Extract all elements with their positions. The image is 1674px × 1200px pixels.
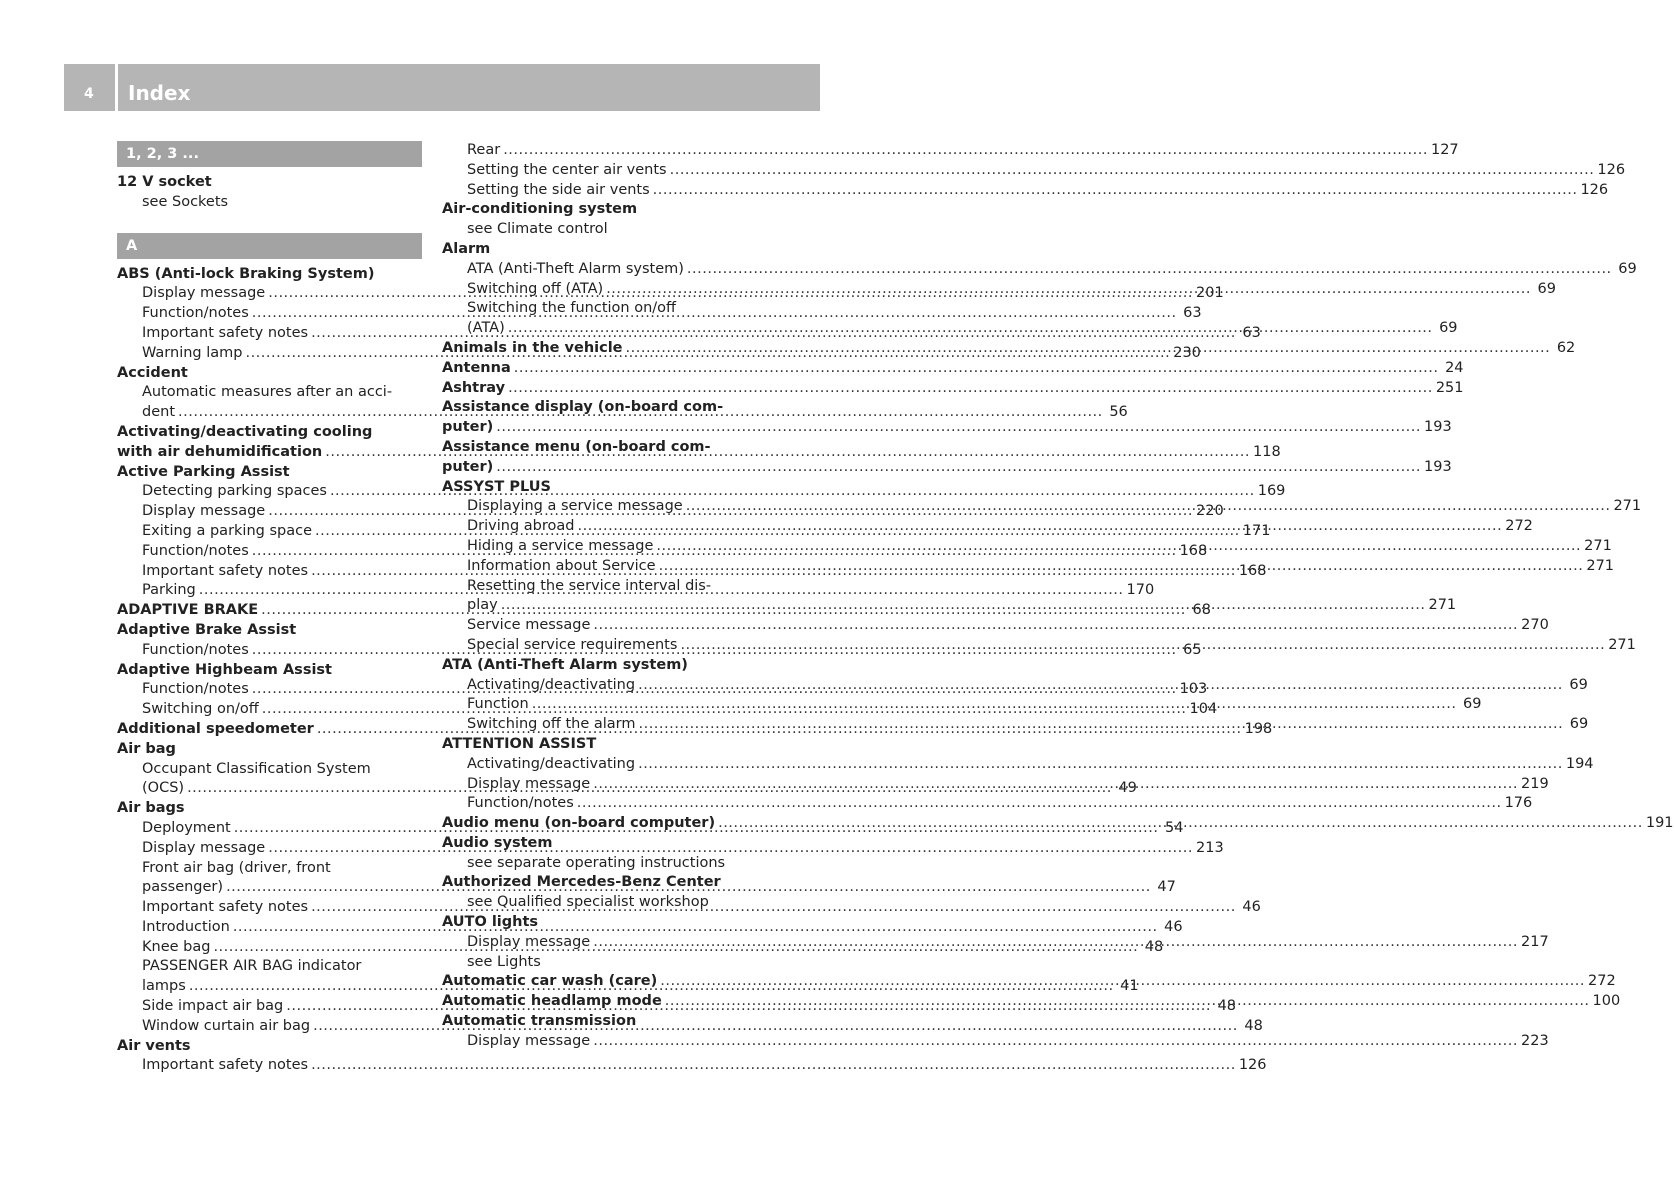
entry-text: Important safety notes xyxy=(142,562,309,579)
index-entry xyxy=(117,265,422,285)
entry-text: Automatic headlamp mode xyxy=(442,993,662,1010)
index-entry xyxy=(117,661,422,681)
entry-text: Function/notes xyxy=(142,681,249,698)
index-subentry xyxy=(442,141,1459,161)
entry-text: Air vents xyxy=(117,1037,191,1054)
leader-dots xyxy=(593,1032,1518,1052)
leader-dots xyxy=(496,458,1421,478)
entry-text: (ATA) xyxy=(467,320,505,337)
page-reference: 191 xyxy=(1645,815,1674,832)
page-reference: 69 xyxy=(1569,716,1589,733)
index-subentry xyxy=(117,193,422,213)
entry-text: Resetting the service interval dis- xyxy=(467,577,712,594)
entry-text: Adaptive Highbeam Assist xyxy=(117,661,332,678)
entry-text: Function/notes xyxy=(142,641,249,658)
entry-text: Adaptive Brake Assist xyxy=(117,621,297,638)
page-reference: 217 xyxy=(1521,933,1549,950)
entry-text: ASSYST PLUS xyxy=(442,478,551,495)
entry-text: Function xyxy=(467,696,529,713)
entry-text: Hiding a service message xyxy=(467,537,654,554)
leader-dots xyxy=(686,497,1611,517)
leader-dots xyxy=(496,418,1421,438)
leader-dots xyxy=(508,379,1433,399)
index-subentry xyxy=(442,616,1549,636)
page-reference: 104 xyxy=(1189,701,1218,718)
index-entry xyxy=(117,173,422,193)
index-subentry xyxy=(442,220,747,240)
entry-text: see Lights xyxy=(467,953,541,970)
index-subentry xyxy=(442,260,1637,280)
entry-text: Switching off (ATA) xyxy=(467,280,604,297)
leader-dots xyxy=(718,814,1643,834)
entry-text: Service message xyxy=(467,617,591,634)
index-entry xyxy=(117,1037,422,1057)
page-reference: 271 xyxy=(1428,597,1457,614)
index-subentry xyxy=(442,893,747,913)
page-reference: 65 xyxy=(1183,641,1202,658)
page-reference: 168 xyxy=(1179,542,1208,559)
leader-dots xyxy=(532,695,1457,715)
page-reference: 271 xyxy=(1613,498,1642,515)
index-entry xyxy=(117,364,422,384)
page-reference: 193 xyxy=(1424,419,1452,436)
entry-text: Side impact air bag xyxy=(142,998,284,1015)
section-heading: A xyxy=(117,233,422,259)
page-reference: 47 xyxy=(1157,879,1176,896)
page-reference: 100 xyxy=(1592,993,1621,1010)
leader-dots xyxy=(659,557,1584,577)
leader-dots xyxy=(514,359,1439,379)
entry-text: Automatic measures after an acci- xyxy=(142,384,393,401)
page-reference: 54 xyxy=(1165,819,1184,836)
leader-dots xyxy=(593,933,1518,953)
index-entry xyxy=(442,1012,747,1032)
leader-dots xyxy=(656,537,1581,557)
entry-text: Occupant Classification System xyxy=(142,760,371,777)
index-entry xyxy=(117,621,422,641)
entry-text: 12 V socket xyxy=(117,174,212,190)
page-reference: 126 xyxy=(1597,161,1626,178)
leader-dots xyxy=(680,636,1605,656)
index-entry xyxy=(442,735,747,755)
entry-text: Assistance menu (on-board com- xyxy=(442,438,711,455)
page-reference: 69 xyxy=(1537,280,1556,297)
page-reference: 168 xyxy=(1238,562,1267,579)
entry-text: Display message xyxy=(467,933,591,950)
leader-dots xyxy=(638,755,1563,775)
index-entry xyxy=(117,799,422,819)
section-heading: 1, 2, 3 ... xyxy=(117,141,422,167)
entry-text: Special service requirements xyxy=(467,636,678,653)
index-subentry xyxy=(442,299,747,319)
entry-text: PASSENGER AIR BAG indicator xyxy=(142,958,362,975)
index-subentry xyxy=(442,953,747,973)
page-reference: 118 xyxy=(1253,443,1281,460)
page-reference: 48 xyxy=(1217,998,1237,1015)
entry-text: (OCS) xyxy=(142,780,185,797)
entry-text: Setting the center air vents xyxy=(467,161,667,178)
page-reference: 48 xyxy=(1144,938,1164,955)
index-subentry xyxy=(442,794,1533,814)
index-subentry xyxy=(117,383,422,403)
entry-text: dent xyxy=(142,404,176,421)
entry-text: Antenna xyxy=(442,359,511,376)
page-reference: 56 xyxy=(1109,404,1128,421)
entry-text: ABS (Anti-lock Braking System) xyxy=(117,265,375,282)
entry-text: Activating/deactivating xyxy=(467,676,636,693)
leader-dots xyxy=(626,339,1551,359)
page-reference: 169 xyxy=(1257,483,1286,500)
leader-dots xyxy=(670,161,1595,181)
page-reference: 220 xyxy=(1196,503,1224,520)
entry-text: Deployment xyxy=(142,819,231,836)
entry-text: Setting the side air vents xyxy=(467,181,650,198)
leader-dots xyxy=(593,616,1518,636)
index-entry xyxy=(117,463,422,483)
header-divider xyxy=(115,64,118,111)
leader-dots xyxy=(501,596,1426,616)
entry-text: Window curtain air bag xyxy=(142,1017,311,1034)
entry-text: play xyxy=(467,597,498,614)
entry-text: ATA (Anti-Theft Alarm system) xyxy=(467,260,684,277)
page-reference: 271 xyxy=(1608,636,1636,653)
entry-text: with air dehumidification xyxy=(117,443,323,460)
index-subentry xyxy=(442,755,1594,775)
page-reference: 193 xyxy=(1424,458,1452,475)
index-subentry xyxy=(442,161,1626,181)
entry-text: Audio menu (on-board computer) xyxy=(442,815,716,832)
page-reference: 46 xyxy=(1242,899,1261,916)
page-reference: 69 xyxy=(1463,696,1482,713)
page-reference: 24 xyxy=(1445,359,1464,376)
leader-dots xyxy=(503,141,1428,161)
index-subentry xyxy=(442,854,747,874)
leader-dots xyxy=(577,517,1502,537)
entry-text: ATTENTION ASSIST xyxy=(442,735,597,752)
entry-text: puter) xyxy=(442,458,494,475)
index-entry xyxy=(442,873,747,893)
entry-text: Additional speedometer xyxy=(117,720,314,737)
page-reference: 48 xyxy=(1244,1017,1263,1034)
entry-text: Authorized Mercedes-Benz Center xyxy=(442,874,721,891)
page-reference: 251 xyxy=(1435,379,1464,396)
index-entry xyxy=(442,418,1452,438)
page-reference: 272 xyxy=(1505,518,1533,535)
entry-text: Introduction xyxy=(142,918,230,935)
index-entry xyxy=(117,423,422,443)
entry-text: Function/notes xyxy=(142,542,249,559)
index-subentry xyxy=(442,577,747,597)
index-subentry xyxy=(117,1056,1267,1076)
page-reference: 69 xyxy=(1439,320,1458,337)
entry-text: Automatic transmission xyxy=(442,1013,637,1030)
index-subentry xyxy=(442,181,1609,201)
index-subentry xyxy=(117,957,422,977)
leader-dots xyxy=(660,972,1585,992)
entry-text: Air bag xyxy=(117,740,176,757)
entry-text: Active Parking Assist xyxy=(117,463,290,480)
entry-text: ATA (Anti-Theft Alarm system) xyxy=(442,656,688,673)
entry-text: Important safety notes xyxy=(142,899,309,916)
entry-text: Accident xyxy=(117,364,188,381)
entry-text: AUTO lights xyxy=(442,914,539,931)
page-reference: 126 xyxy=(1238,1057,1267,1074)
entry-text: Activating/deactivating cooling xyxy=(117,423,373,440)
page-reference: 201 xyxy=(1196,285,1224,302)
index-entry xyxy=(442,834,747,854)
page-reference: 270 xyxy=(1521,617,1549,634)
leader-dots xyxy=(606,280,1531,300)
entry-text: Switching on/off xyxy=(142,701,259,718)
entry-text: see Sockets xyxy=(142,193,229,210)
index-entry xyxy=(442,458,1452,478)
page-reference: 103 xyxy=(1179,681,1208,698)
entry-text: Automatic car wash (care) xyxy=(442,973,658,990)
leader-dots xyxy=(638,715,1563,735)
entry-text: Important safety notes xyxy=(142,324,309,341)
entry-text: Activating/deactivating xyxy=(467,755,636,772)
entry-text: Function/notes xyxy=(142,305,249,322)
page-title: Index xyxy=(128,81,191,105)
page-reference: 271 xyxy=(1586,557,1615,574)
page-reference: 272 xyxy=(1588,973,1616,990)
leader-dots xyxy=(593,775,1518,795)
entry-text: Animals in the vehicle xyxy=(442,339,623,356)
entry-text: Knee bag xyxy=(142,938,211,955)
page-reference: 170 xyxy=(1126,582,1155,599)
leader-dots xyxy=(508,319,1433,339)
leader-dots xyxy=(687,260,1612,280)
index-entry xyxy=(442,200,747,220)
entry-text: Switching the function on/off xyxy=(467,300,677,317)
entry-text: Important safety notes xyxy=(142,1057,309,1074)
entry-text: see Qualified specialist workshop xyxy=(467,894,709,911)
entry-text: see separate operating instructions xyxy=(467,854,726,871)
index-entry xyxy=(442,379,1464,399)
entry-text: Display message xyxy=(142,839,266,856)
entry-text: Ashtray xyxy=(442,379,506,396)
entry-text: Switching off the alarm xyxy=(467,716,636,733)
page-reference: 46 xyxy=(1164,918,1183,935)
entry-text: Function/notes xyxy=(467,795,574,812)
entry-text: Driving abroad xyxy=(467,518,575,535)
page-reference: 223 xyxy=(1521,1032,1549,1049)
leader-dots xyxy=(665,992,1590,1012)
page-reference: 230 xyxy=(1173,344,1201,361)
page-reference: 68 xyxy=(1192,602,1211,619)
entry-text: Display message xyxy=(142,285,266,302)
index-entry xyxy=(442,438,747,458)
entry-text: Alarm xyxy=(442,240,491,257)
entry-text: Parking xyxy=(142,582,196,599)
page-reference: 69 xyxy=(1569,676,1588,693)
entry-text: Audio system xyxy=(442,834,553,851)
page-reference: 271 xyxy=(1584,537,1612,554)
page-reference: 63 xyxy=(1183,305,1202,322)
page-reference: 213 xyxy=(1196,839,1224,856)
page-reference: 127 xyxy=(1430,142,1459,158)
leader-dots xyxy=(638,676,1563,696)
entry-text: Displaying a service message xyxy=(467,498,683,515)
entry-text: passenger) xyxy=(142,879,224,896)
index-entry xyxy=(117,740,422,760)
page-reference: 126 xyxy=(1580,181,1609,198)
index-subentry xyxy=(117,859,422,879)
entry-text: see Climate control xyxy=(467,221,608,238)
entry-text: ADAPTIVE BRAKE xyxy=(117,602,259,619)
page-reference: 63 xyxy=(1242,324,1261,341)
entry-text: lamps xyxy=(142,978,186,995)
entry-text: Display message xyxy=(467,1032,591,1049)
index-entry xyxy=(442,359,1464,379)
entry-text: Air-conditioning system xyxy=(442,201,638,218)
index-subentry xyxy=(117,760,422,780)
index-entry xyxy=(442,913,747,933)
page-reference: 69 xyxy=(1618,260,1637,277)
index-entry xyxy=(442,478,747,498)
leader-dots xyxy=(653,181,1578,201)
entry-text: Air bags xyxy=(117,800,185,817)
leader-dots xyxy=(577,794,1502,814)
entry-text: Front air bag (driver, front xyxy=(142,859,331,876)
page-reference: 194 xyxy=(1565,755,1594,772)
entry-text: Detecting parking spaces xyxy=(142,483,327,500)
entry-text: Display message xyxy=(142,503,266,520)
page-reference: 49 xyxy=(1118,780,1137,797)
index-entry xyxy=(442,240,747,260)
page-reference: 41 xyxy=(1120,978,1139,995)
page-reference: 219 xyxy=(1521,775,1549,792)
entry-text: Assistance display (on-board com- xyxy=(442,399,724,416)
index-entry xyxy=(442,656,747,676)
entry-text: Rear xyxy=(467,142,501,158)
page-reference: 171 xyxy=(1242,522,1271,539)
entry-text: Warning lamp xyxy=(142,344,243,361)
page-reference: 176 xyxy=(1504,795,1533,812)
index-entry xyxy=(442,398,747,418)
entry-text: Display message xyxy=(467,775,591,792)
page-reference: 198 xyxy=(1244,720,1273,737)
leader-dots xyxy=(311,1056,1236,1076)
page-reference: 62 xyxy=(1556,339,1576,356)
index-subentry xyxy=(442,1032,1549,1052)
page-number: 4 xyxy=(84,86,94,102)
entry-text: puter) xyxy=(442,419,494,436)
entry-text: Exiting a parking space xyxy=(142,522,312,539)
entry-text: Information about Service xyxy=(467,557,656,574)
